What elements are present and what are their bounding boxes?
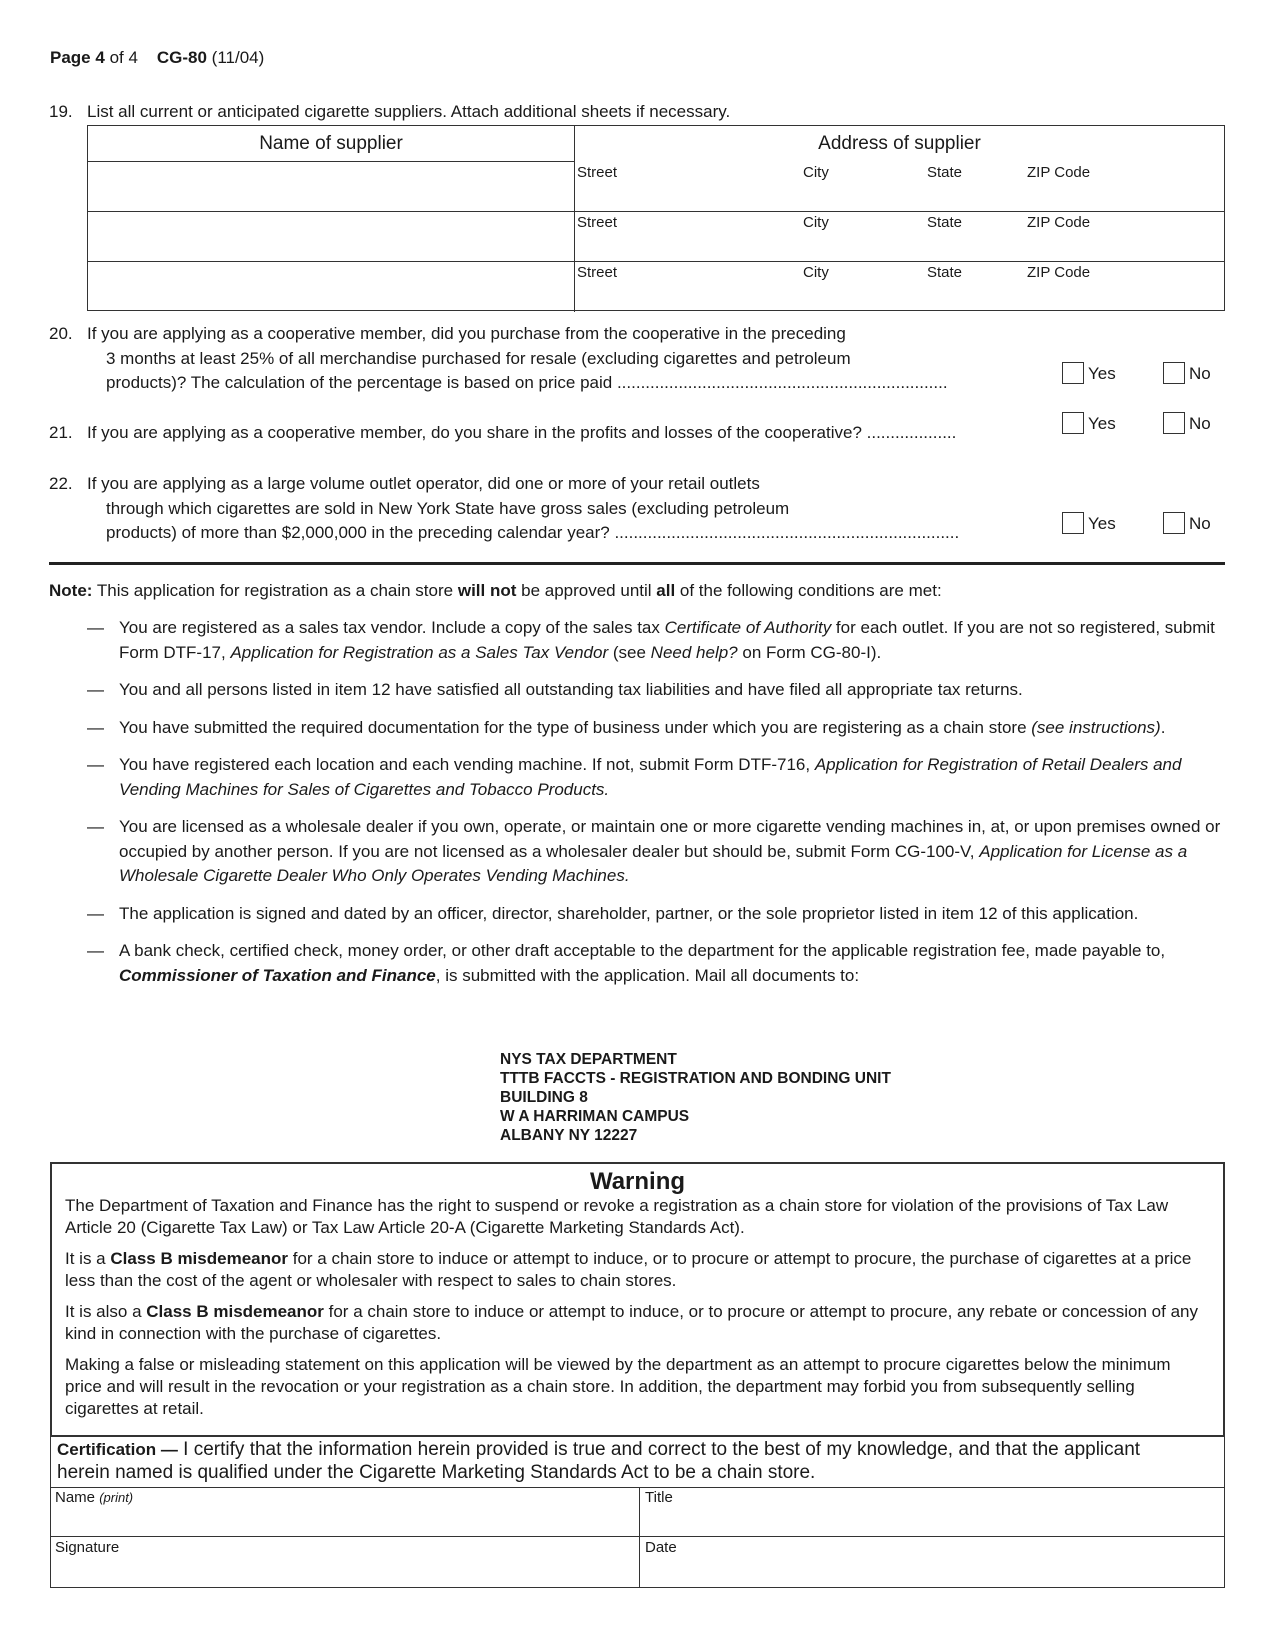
name-label: Name [55, 1489, 96, 1506]
supplier-row [88, 162, 1224, 212]
condition-text: , is submitted with the application. Mail all documents to: [435, 965, 860, 985]
warning-paragraph [65, 1301, 1211, 1345]
question-text-line: If you are applying as a large volume outlet operator, did one or more of your retail outlets [87, 474, 760, 493]
street-label: Street [577, 164, 618, 181]
note-text: be approved until [516, 581, 657, 600]
note-emphasis: all [656, 581, 676, 600]
question-text-line: products) of more than $2,000,000 in the preceding calendar year? ......................................................................... [106, 523, 960, 542]
question-text-line: If you are applying as a cooperative member, did you purchase from the cooperative in the preceding [87, 324, 846, 343]
grid-line [639, 1487, 640, 1587]
question-text-line: 3 months at least 25% of all merchandise purchased for resale (excluding cigarettes and petroleum [106, 348, 851, 368]
no-label: No [1189, 364, 1211, 383]
condition-text: on Form CG-80-I). [737, 642, 882, 662]
condition-italic: Application for License as a Wholesale Cigarette Dealer Who Only Operates Vending Machines. [119, 841, 1188, 885]
zip-label: ZIP Code [1027, 264, 1091, 281]
condition-text: You are licensed as a wholesale dealer if you own, operate, or maintain one or more cigarette vending machines in, at, or upon premises owned or occupied by another person. If you are not licensed as a wholesaler dealer but should be, submit Form CG-100-V, [119, 817, 1221, 861]
warning-title: Warning [589, 1168, 686, 1195]
column-header-address: Address of supplier [818, 133, 981, 154]
condition-italic: Application for Registration of Retail Dealers and Vending Machines for Sales of Cigarettes and Tobacco Products. [119, 755, 1182, 799]
city-label: City [803, 164, 829, 181]
address-line: W A HARRIMAN CAMPUS [500, 1108, 690, 1125]
bullet-dash: — [87, 755, 104, 774]
question-number: 21. [49, 423, 73, 442]
no-option[interactable] [1163, 512, 1211, 534]
name-field[interactable] [55, 1489, 635, 1535]
condition-bold-italic: Commissioner of Taxation and Finance [119, 965, 436, 985]
question-text-line: products)? The calculation of the percentage is based on price paid ...................................................................... [106, 373, 948, 392]
certification-label: Certification — [57, 1440, 178, 1459]
condition-italic: (see instructions) [1031, 717, 1161, 737]
address-line: NYS TAX DEPARTMENT [500, 1051, 677, 1068]
condition-item [87, 902, 1227, 927]
question-number: 19. [49, 102, 73, 121]
name-hint: (print) [99, 1490, 134, 1505]
bullet-dash: — [87, 903, 104, 923]
address-line: ALBANY NY 12227 [500, 1127, 638, 1144]
supplier-address-field[interactable] [575, 262, 1224, 312]
state-label: State [927, 164, 963, 181]
warning-text: for a chain store to induce or attempt to induce, or to procure or attempt to procure, the purchase of cigarettes at a price less than the cost of the agent or wholesaler with respect to sales to chain stores. [65, 1249, 1192, 1290]
condition-text: You have submitted the required documentation for the type of business under which you are registering as a chain store [119, 717, 1032, 737]
yes-option[interactable] [1062, 412, 1116, 434]
yes-checkbox[interactable] [1062, 512, 1084, 534]
page-number: 4 [95, 48, 105, 67]
page-header [50, 48, 264, 68]
supplier-address-field[interactable] [575, 162, 1224, 211]
grid-line [51, 1487, 1224, 1488]
supplier-name-field[interactable] [88, 162, 575, 211]
bullet-dash: — [87, 680, 104, 699]
signature-label: Signature [55, 1539, 120, 1556]
address-line: TTTB FACCTS - REGISTRATION AND BONDING UNIT [500, 1070, 891, 1087]
street-label: Street [577, 214, 618, 231]
condition-text: The application is signed and dated by an officer, director, shareholder, partner, or the sole proprietor listed in item 12 of this application. [119, 903, 1139, 923]
date-label: Date [645, 1539, 677, 1556]
condition-text: You and all persons listed in item 12 have satisfied all outstanding tax liabilities and have filed all appropriate tax returns. [119, 680, 1023, 699]
form-date: (11/04) [211, 48, 265, 67]
city-label: City [803, 264, 829, 281]
warning-text: It is also a [65, 1302, 147, 1321]
state-label: State [927, 214, 963, 231]
city-label: City [803, 214, 829, 231]
no-label: No [1189, 414, 1211, 433]
condition-italic: Need help? [650, 642, 738, 662]
warning-paragraph: Making a false or misleading statement on this application will be viewed by the department as an attempt to procure cigarettes below the minimum price and will result in the revocation or your registration as a chain store. In addition, the department may forbid you from subsequently selling cigarettes at retail. [65, 1355, 1171, 1418]
warning-paragraph: The Department of Taxation and Finance has the right to suspend or revoke a registration as a chain store for violation of the provisions of Tax Law Article 20 (Cigarette Tax Law) or Tax Law Article 20-A (Cigarette Marketing Standards Act). [65, 1196, 1169, 1237]
page-label: Page [50, 48, 91, 67]
question-text: If you are applying as a cooperative member, do you share in the profits and losses of the cooperative? ................... [87, 423, 957, 442]
condition-item [87, 616, 1227, 665]
bullet-dash: — [87, 817, 104, 836]
certification-statement [57, 1438, 1164, 1484]
supplier-table [87, 125, 1225, 311]
note-text: of the following conditions are met: [675, 581, 942, 600]
warning-text: It is a [65, 1249, 111, 1268]
no-checkbox[interactable] [1163, 412, 1185, 434]
conditions-list [87, 616, 1227, 1001]
yes-option[interactable] [1062, 362, 1116, 384]
warning-emphasis: Class B misdemeanor [146, 1302, 324, 1321]
condition-text: . [1160, 717, 1166, 737]
warning-box [50, 1162, 1225, 1437]
condition-text: You have registered each location and each vending machine. If not, submit Form DTF-716, [119, 755, 815, 774]
condition-text: A bank check, certified check, money order, or other draft acceptable to the department for the applicable registration fee, made payable to, [119, 941, 1166, 960]
condition-italic: Certificate of Authority [664, 618, 832, 637]
yes-option[interactable] [1062, 512, 1116, 534]
note-emphasis: will not [457, 581, 517, 600]
title-label: Title [645, 1489, 673, 1506]
supplier-row [88, 262, 1224, 312]
supplier-row [88, 212, 1224, 262]
bullet-dash: — [87, 941, 104, 960]
condition-italic: Application for Registration as a Sales Tax Vendor [230, 642, 609, 662]
signature-field[interactable] [55, 1539, 635, 1585]
yes-label: Yes [1088, 514, 1116, 533]
condition-item [87, 939, 1227, 988]
no-option[interactable] [1163, 412, 1211, 434]
yes-label: Yes [1088, 414, 1116, 433]
question-number: 20. [49, 324, 73, 343]
note-text: This application for registration as a chain store [92, 581, 458, 600]
bullet-dash: — [87, 618, 104, 637]
yes-checkbox[interactable] [1062, 412, 1084, 434]
zip-label: ZIP Code [1027, 164, 1091, 181]
condition-text: You are registered as a sales tax vendor. Include a copy of the sales tax [119, 618, 665, 637]
question-text: List all current or anticipated cigarette suppliers. Attach additional sheets if necessary. [87, 102, 731, 121]
note-label: Note: [49, 581, 93, 600]
yes-label: Yes [1088, 364, 1116, 383]
no-checkbox[interactable] [1163, 362, 1185, 384]
condition-item [87, 678, 1227, 703]
street-label: Street [577, 264, 618, 281]
question-text-line: through which cigarettes are sold in New York State have gross sales (excluding petroleum [106, 498, 790, 518]
column-header-name: Name of supplier [88, 126, 575, 162]
supplier-address-field[interactable] [575, 212, 1224, 261]
warning-emphasis: Class B misdemeanor [110, 1249, 288, 1268]
condition-text: for each outlet. If you are not so registered, submit Form DTF-17, [119, 618, 1215, 662]
warning-paragraph [65, 1248, 1211, 1292]
zip-label: ZIP Code [1027, 214, 1091, 231]
condition-item [87, 815, 1227, 889]
condition-item [87, 716, 1227, 741]
certification-box [50, 1435, 1225, 1588]
mailing-address [500, 1050, 891, 1145]
question-number: 22. [49, 474, 73, 493]
address-line: BUILDING 8 [500, 1089, 588, 1106]
condition-text: (see [608, 642, 651, 662]
no-label: No [1189, 514, 1211, 533]
no-checkbox[interactable] [1163, 512, 1185, 534]
yes-checkbox[interactable] [1062, 362, 1084, 384]
bullet-dash: — [87, 717, 104, 737]
no-option[interactable] [1163, 362, 1211, 384]
grid-line [51, 1536, 1224, 1537]
warning-text: for a chain store to induce or attempt to induce, or to procure or attempt to procure, any rebate or concession of any kind in connection with the purchase of cigarettes. [65, 1302, 1198, 1343]
supplier-name-field[interactable] [88, 212, 575, 261]
form-id: CG-80 [156, 48, 207, 67]
state-label: State [927, 264, 963, 281]
certification-text: I certify that the information herein provided is true and correct to the best of my knowledge, and that the applicant herein named is qualified under the Cigarette Marketing Standards Act to be a chain store. [57, 1439, 1141, 1483]
section-divider [49, 562, 1225, 565]
condition-item [87, 753, 1227, 802]
date-field[interactable] [645, 1539, 1215, 1585]
page-of: of 4 [109, 48, 138, 67]
supplier-name-field[interactable] [88, 262, 575, 312]
note [49, 579, 1219, 603]
title-field[interactable] [645, 1489, 1215, 1535]
